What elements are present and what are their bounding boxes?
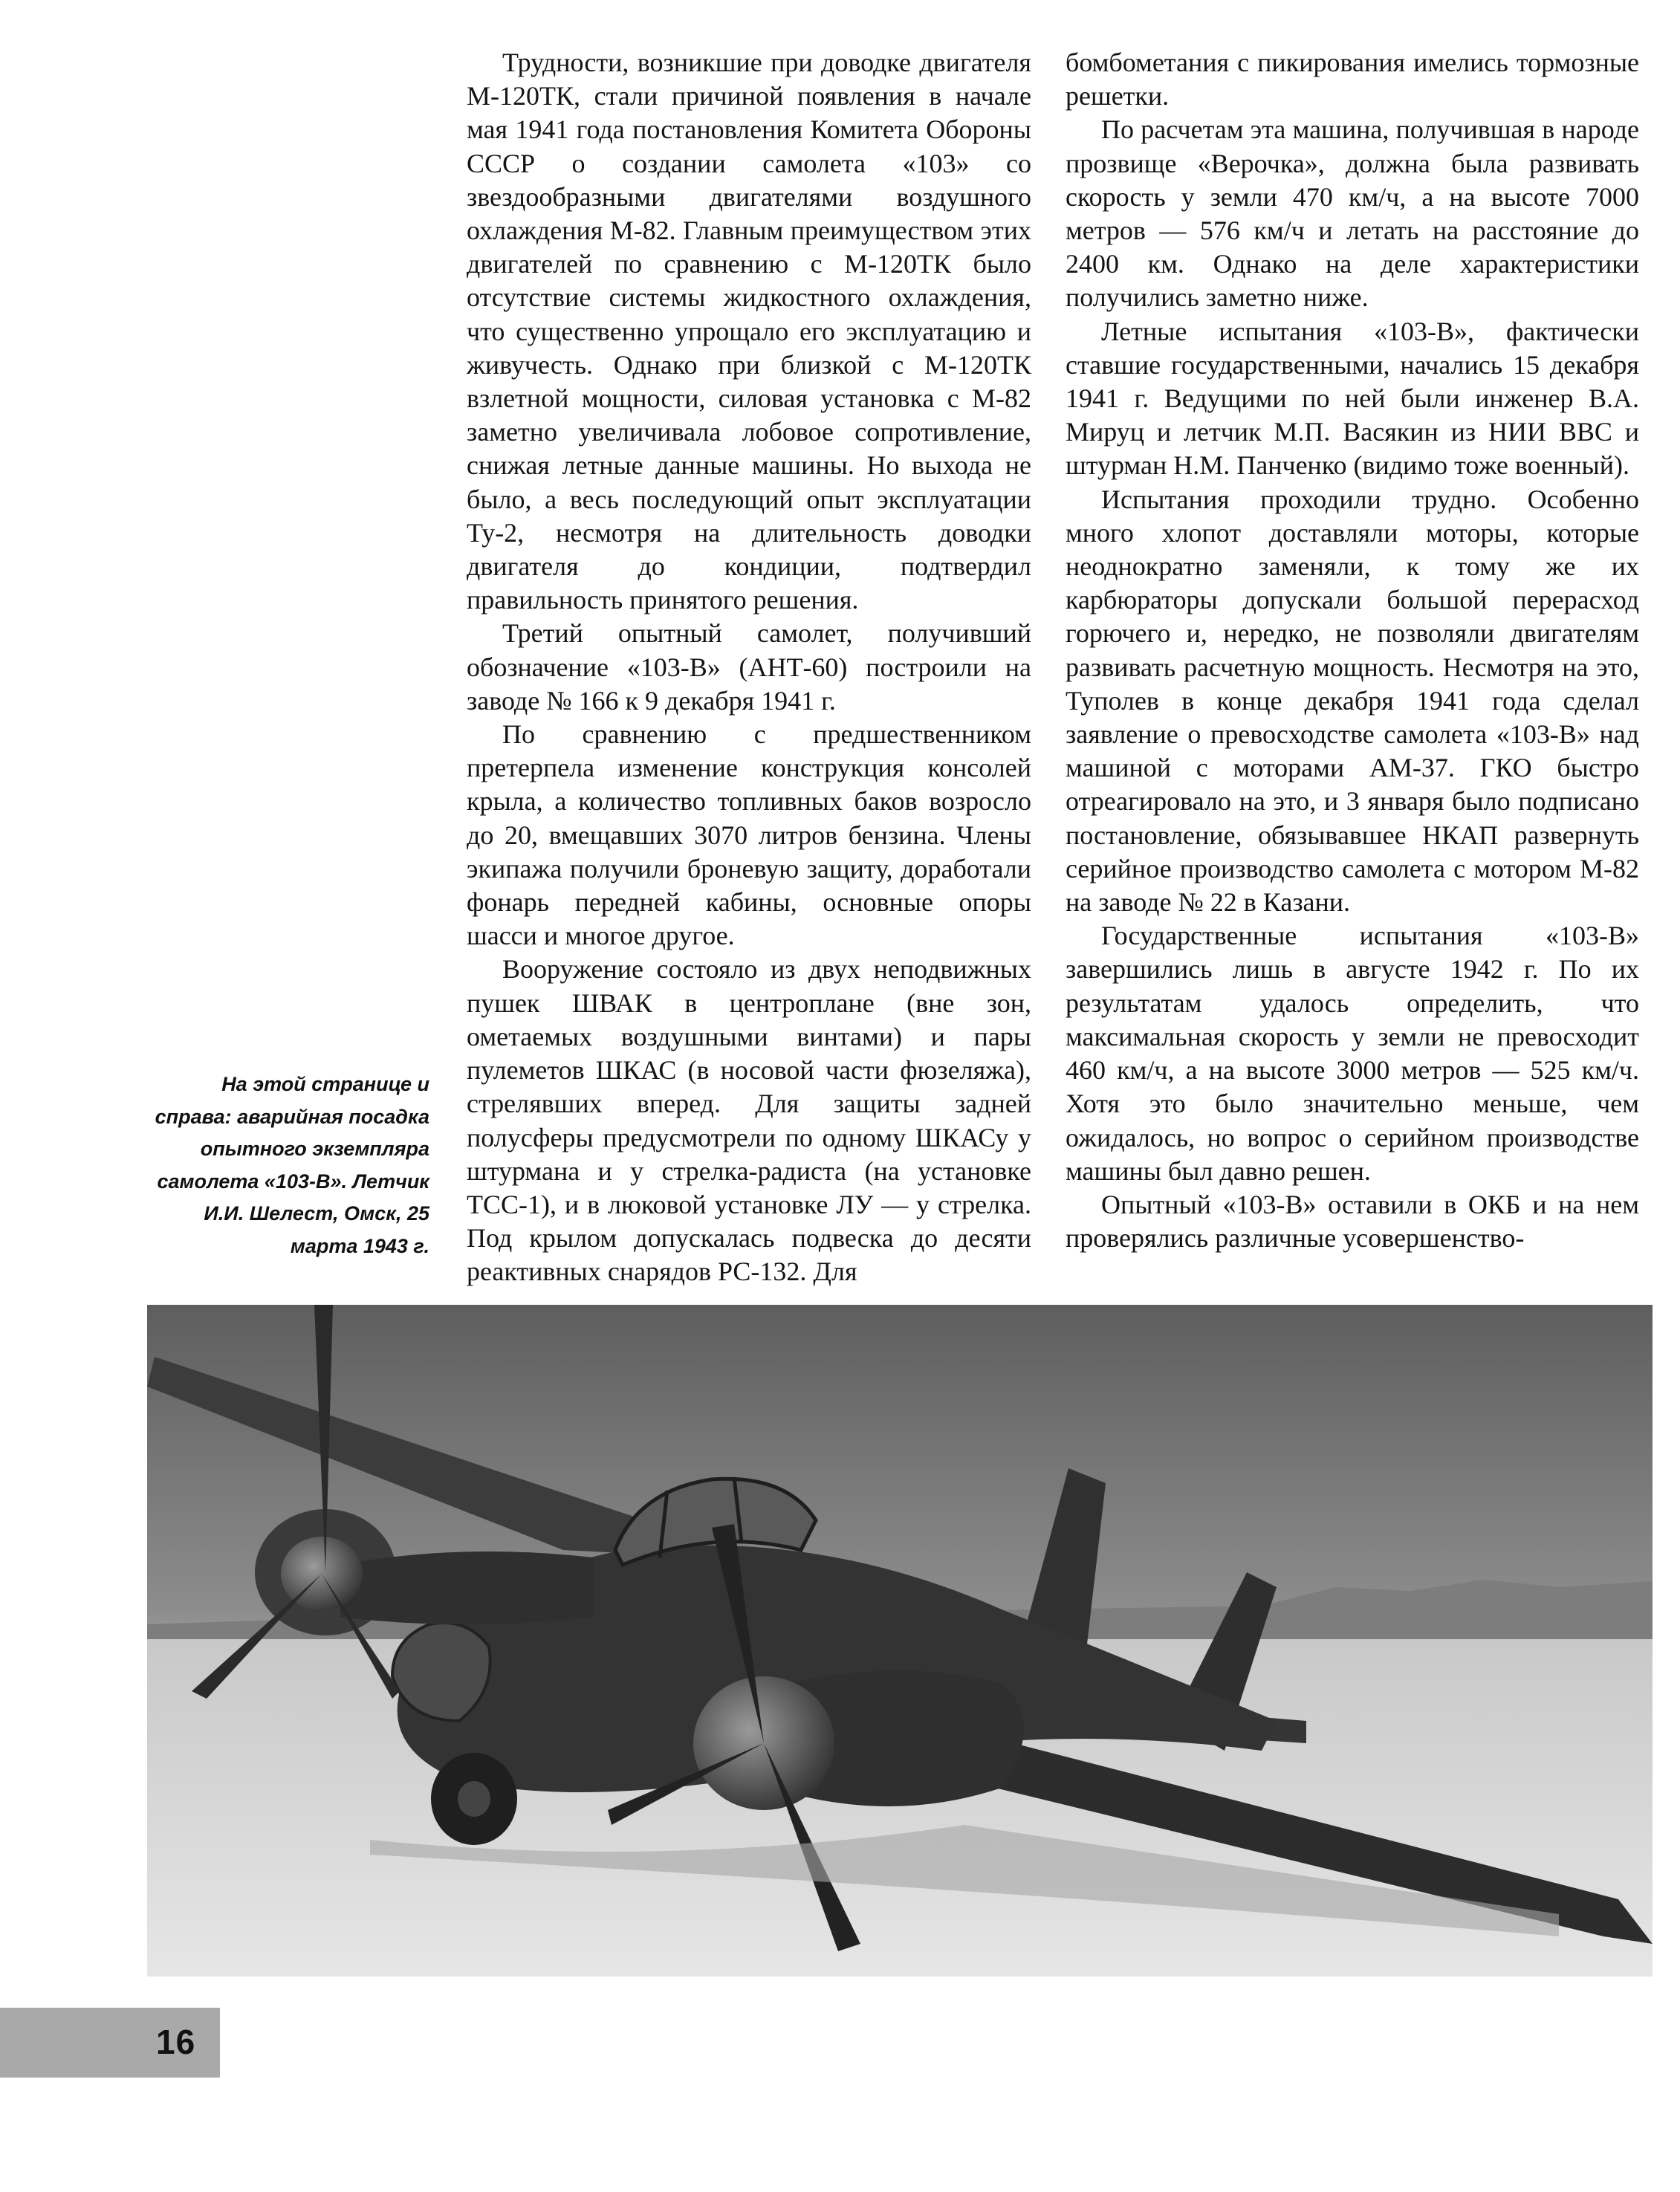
paragraph: Летные испытания «103-В», фактически ставшие государственными, начались 15 декабря 1941 г. Ведущими по ней были инженер В.А. Мируц и летчик М.П. Васякин из НИИ ВВС и штурман Н.М. Панченко (видимо тоже военный). [1066, 316, 1639, 481]
paragraph: Испытания проходили трудно. Особенно много хлопот доставляли моторы, которые неоднократно заменяли, к тому же их карбюраторы допускали большой перерасход горючего и, нередко, не позволяли двигателям развивать расчетную мощность. Несмотря на это, Туполев в конце декабря 1941 года сделал заявление о превосходстве самолета «103-В» над машиной с моторами АМ-37. ГКО быстро отреагировало на это, и 3 января было подписано постановление, обязывавшее НКАП развернуть серийное производство самолета с мотором М-82 на заводе № 22 в Казани. [1066, 484, 1639, 918]
paragraph: Трудности, возникшие при доводке двигателя М-120ТК, стали причиной появления в начале мая 1941 года постановления Комитета Обороны СССР о создании самолета «103» со звездообразными двигателями воздушного охлаждения М-82. Главным преимуществом этих двигателей по сравнению с М-120ТК было отсутствие системы жидкостного охлаждения, что существенно упрощало его эксплуатацию и живучесть. Однако при близкой с М-120ТК взлетной мощности, силовая установка с М-82 заметно увеличивала лобовое сопротивление, снижая летные данные машины. Но выхода не было, а весь последующий опыт эксплуатации Ту-2, несмотря на длительность доводки двигателя до кондиции, подтвердил правильность принятого решения. [467, 48, 1031, 615]
article-column-right [1066, 46, 1639, 1255]
paragraph: Государственные испытания «103-В» завершились лишь в августе 1942 г. По их результатам удалось определить, что максимальная скорость у земли не превосходит 460 км/ч, а на высоте 3000 метров — 525 км/ч. Хотя это было значительно меньше, чем ожидалось, но вопрос о серийном производстве машины был давно решен. [1066, 921, 1639, 1186]
paragraph: Опытный «103-В» оставили в ОКБ и на нем проверялись различные усовершенство- [1066, 1189, 1639, 1254]
paragraph: Вооружение состояло из двух неподвижных пушек ШВАК в центроплане (вне зон, ометаемых воздушными винтами) и пары пулеметов ШКАС (в носовой части фюзеляжа), стрелявших вперед. Для защиты задней полусферы предусмотрели по одному ШКАСу у штурмана и у стрелка-радиста (на установке ТСС-1), и в люковой установке ЛУ — у стрелка. Под крылом допускалась подвеска до десяти реактивных снарядов РС-132. Для [467, 954, 1031, 1287]
page-number: 16 [156, 2023, 196, 2061]
paragraph: По расчетам эта машина, получившая в народе прозвище «Верочка», должна была развивать скорость у земли 470 км/ч, а на высоте 7000 метров — 576 км/ч и летать на расстояние до 2400 км. Однако на деле характеристики получились заметно ниже. [1066, 114, 1639, 313]
aircraft-photo [147, 1305, 1653, 1977]
article-column-left [467, 46, 1031, 1289]
paragraph-continuation: бомбометания с пикирования имелись тормозные решетки. [1066, 48, 1639, 111]
photo-caption: На этой странице и справа: аварийная посадка опытного экземпляра самолета «103-В». Летчик И.И. Шелест, Омск, 25 марта 1943 г. [155, 1073, 429, 1257]
aircraft-illustration [147, 1305, 1653, 1977]
paragraph: Третий опытный самолет, получивший обозначение «103-В» (АНТ-60) построили на заводе № 166 к 9 декабря 1941 г. [467, 618, 1031, 716]
paragraph: По сравнению с предшественником претерпела изменение конструкция консолей крыла, а количество топливных баков возросло до 20, вмещавших 3070 литров бензина. Члены экипажа получили броневую защиту, доработали фонарь передней кабины, основные опоры шасси и многое другое. [467, 719, 1031, 951]
